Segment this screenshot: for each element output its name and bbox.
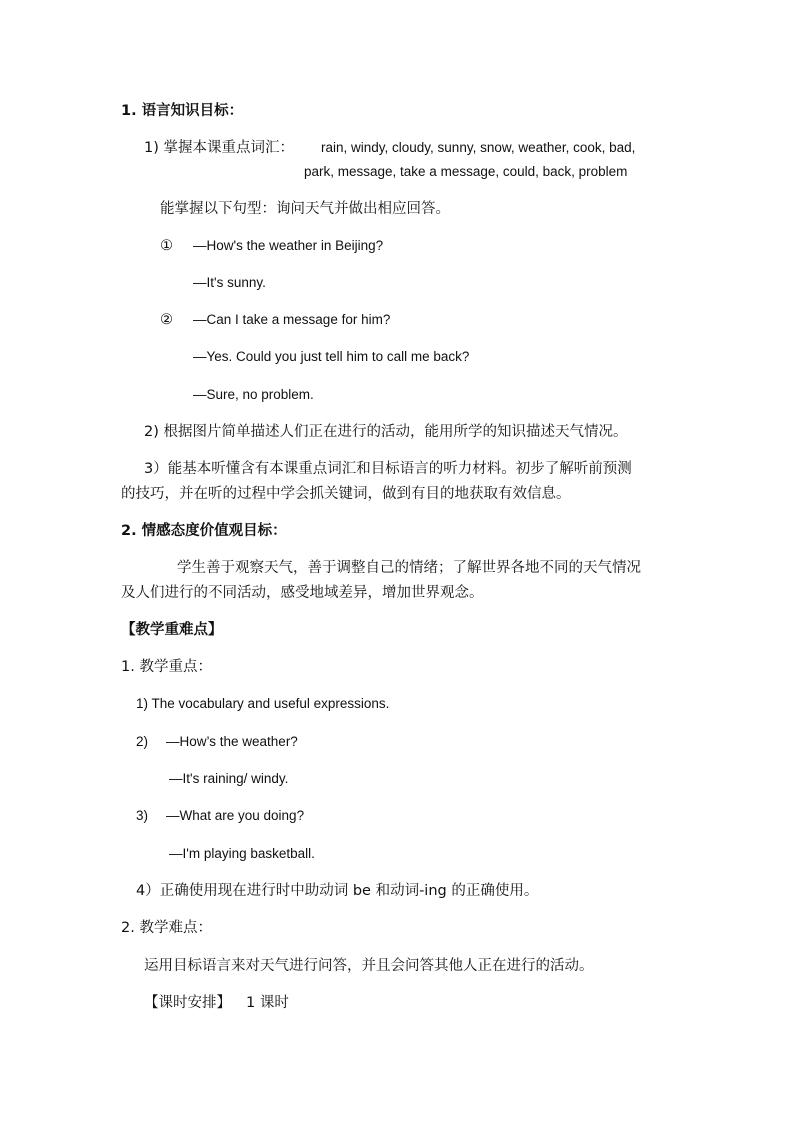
- dialog1-marker: ①: [160, 238, 173, 254]
- key-difficult-heading: 【教学重难点】: [121, 622, 223, 638]
- key-point-3-line-2: —I'm playing basketball.: [169, 846, 315, 861]
- key-point-4: 4）正确使用现在进行时中助动词 be 和动词-ing 的正确使用。: [136, 883, 539, 899]
- vocab-line-2: park, message, take a message, could, back, problem: [304, 164, 628, 179]
- key-point-3-line-1: —What are you doing?: [166, 808, 305, 823]
- difficult-points-label: 2. 教学难点：: [121, 920, 212, 936]
- key-point-2-line-1: —How’s the weather?: [166, 734, 298, 749]
- section2-para-line-1: 学生善于观察天气，善于调整自己的情绪；了解世界各地不同的天气情况: [177, 560, 641, 576]
- item3-line-1: 3）能基本听懂含有本课重点词汇和目标语言的听力材料。初步了解听前预测: [144, 461, 632, 477]
- key-point-3-num: 3): [136, 808, 149, 823]
- dialog1-line-1: —How's the weather in Beijing?: [193, 238, 384, 253]
- item2-text: 2) 根据图片简单描述人们正在进行的活动，能用所学的知识描述天气情况。: [144, 424, 628, 440]
- sentence-patterns-intro: 能掌握以下句型：询问天气并做出相应回答。: [160, 201, 450, 217]
- section1-heading: 1. 语言知识目标：: [121, 103, 244, 119]
- dialog2-line-3: —Sure, no problem.: [193, 387, 314, 402]
- item3-line-2: 的技巧，并在听的过程中学会抓关键词，做到有目的地获取有效信息。: [121, 486, 571, 502]
- schedule-value: 1 课时: [246, 995, 289, 1011]
- key-point-2-num: 2): [136, 734, 149, 749]
- difficult-points-text: 运用目标语言来对天气进行问答，并且会问答其他人正在进行的活动。: [144, 958, 594, 974]
- dialog2-line-1: —Can I take a message for him?: [193, 312, 391, 327]
- section2-para-line-2: 及人们进行的不同活动，感受地域差异，增加世界观念。: [121, 585, 484, 601]
- key-point-1: 1) The vocabulary and useful expressions.: [136, 696, 390, 711]
- vocab-line-1: rain, windy, cloudy, sunny, snow, weather, cook, bad,: [321, 140, 636, 155]
- dialog2-line-2: —Yes. Could you just tell him to call me back?: [193, 349, 470, 364]
- key-points-label: 1. 教学重点：: [121, 659, 212, 675]
- dialog1-line-2: —It's sunny.: [193, 275, 266, 290]
- section2-heading: 2. 情感态度价值观目标：: [121, 523, 287, 539]
- schedule-label: 【课时安排】: [144, 995, 231, 1011]
- key-point-2-line-2: —It's raining/ windy.: [169, 771, 289, 786]
- vocab-label: 1) 掌握本课重点词汇：: [144, 140, 294, 156]
- dialog2-marker: ②: [160, 312, 173, 328]
